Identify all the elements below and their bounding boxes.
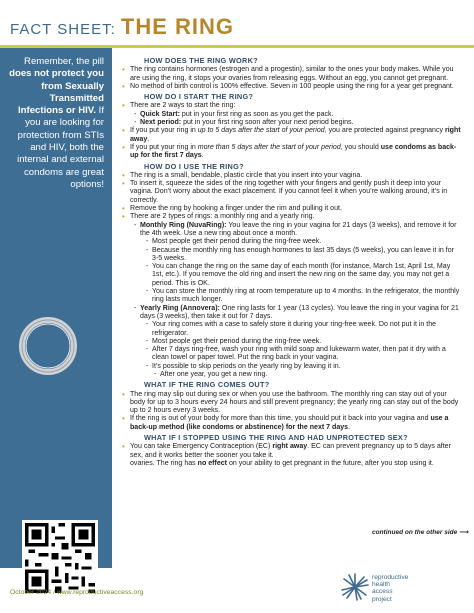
list-item: - You can store the monthly ring at room temperature up to 4 months. In the refrigerator, the monthly ring lasts much longer. bbox=[122, 288, 462, 305]
list-item: • No method of birth control is 100% effective. Seven in 100 people using the ring for a year get pregnant. bbox=[122, 83, 462, 91]
list-item: - After 7 days ring-free, wash your ring with mild soap and lukewarm water, then pat it dry with a clean towel or paper towel. Put the ring back in your vagina. bbox=[122, 346, 462, 363]
section-heading: HOW DOES THE RING WORK? bbox=[144, 56, 258, 65]
starburst-logo-icon bbox=[340, 572, 370, 602]
list-item: • The ring contains hormones (estrogen and a progestin), similar to the ones your body makes. While you are using the ring, it stops your ovaries from releasing eggs. Without an egg, you cannot get pregnant. bbox=[122, 66, 462, 83]
list-item: ovaries. The ring has no effect on your ability to get pregnant in the future, after you stop using it. bbox=[130, 459, 434, 467]
list-item: • The ring is a small, bendable, plastic circle that you insert into your vagina. bbox=[122, 172, 462, 180]
list-item: • There are 2 types of rings: a monthly ring and a yearly ring. bbox=[122, 213, 462, 221]
list-item: - Because the monthly ring has enough hormones to last 35 days (5 weeks), you can leave it in for 3-5 weeks. bbox=[122, 247, 462, 264]
list-item: • You can take Emergency Contraception (EC) right away. EC can prevent pregnancy up to 5 days after sex, and it works better the sooner you take it. bbox=[122, 443, 462, 460]
list-item: - After one year, you get a new ring. bbox=[122, 371, 462, 379]
section-heading: HOW DO I USE THE RING? bbox=[144, 161, 244, 171]
list-item: - Yearly Ring (Annovera): One ring lasts for 1 year (13 cycles). You leave the ring in your vagina for 21 days (3 weeks), then take it out for 7 days. bbox=[122, 305, 462, 322]
list-item: • Remove the ring by hooking a finger under the rim and pulling it out. bbox=[122, 205, 462, 213]
list-item: - Most people get their period during the ring-free week. bbox=[122, 238, 462, 246]
header bbox=[0, 0, 474, 48]
page-title bbox=[10, 14, 234, 40]
list-item: - Quick Start: put in your first ring as soon as you get the pack. bbox=[122, 111, 462, 119]
list-item: - Most people get their period during the ring-free week. bbox=[122, 338, 462, 346]
rhap-logo bbox=[340, 572, 470, 608]
section-heading: HOW DO I START THE RING? bbox=[144, 92, 254, 102]
title-main: THE RING bbox=[120, 14, 235, 39]
logo-text: reproductive health access project bbox=[372, 574, 409, 603]
list-item: - Your ring comes with a case to safely store it during your ring-free week. Do not put it in the refrigerator. bbox=[122, 321, 462, 338]
list-item: - Next period: put in your first ring soon after your next period begins. bbox=[122, 119, 462, 127]
section-heading: WHAT IF THE RING COMES OUT? bbox=[144, 380, 270, 390]
ring-image bbox=[16, 314, 80, 378]
continued-note: continued on the other side ⟶ bbox=[372, 529, 469, 536]
list-item: • There are 2 ways to start the ring: bbox=[122, 102, 462, 110]
list-item: • To insert it, squeeze the sides of the ring together with your fingers and gently push it deep into your vagina. Don’t worry about the exact placement. If you cannot feel it when you’re walking around, it’s in correctly. bbox=[122, 180, 462, 205]
qr-code-icon[interactable] bbox=[22, 520, 98, 596]
arrow-right-icon: ⟶ bbox=[459, 529, 469, 536]
section-heading: WHAT IF I STOPPED USING THE RING AND HAD UNPROTECTED SEX? bbox=[144, 433, 408, 443]
list-item: • The ring may slip out during sex or when you use the bathroom. The monthly ring can stay out of your body for up to 3 hours every 24 hours and still prevent pregnancy; the yearly ring can stay out of the body up to 2 hours every 3 weeks. bbox=[122, 391, 462, 416]
list-item: - You can change the ring on the same day of each month (for instance, March 1st, April 1st, May 1st, etc.). If you remove the old ring and insert the new ring on the same day, you may not get a period. This is OK. bbox=[122, 263, 462, 288]
list-item: - Monthly Ring (NuvaRing): You leave the ring in your vagina for 21 days (3 weeks), and remove it for the 4th week. Use a new ring about once a month. bbox=[122, 222, 462, 239]
footer-text: October 2024 / www.reproductiveaccess.org bbox=[10, 589, 144, 596]
title-prefix: FACT SHEET: bbox=[10, 21, 121, 38]
sidebar bbox=[0, 48, 112, 568]
list-item: • If the ring is out of your body for more than this time, you should put it back into your vagina and use a back-up method (like condoms or abstinence) for the next 7 days. bbox=[122, 415, 462, 432]
main-content bbox=[122, 55, 462, 468]
sidebar-note: Remember, the pill does not protect you from Sexually Transmitted Infections or HIV. If you are looking for protection from STIs and HIV, both the internal and external condoms are great options! bbox=[9, 56, 104, 190]
list-item: • If you put your ring in up to 5 days after the start of your period, you are protected against pregnancy right away. bbox=[122, 127, 462, 144]
list-item: - It’s possible to skip periods on the yearly ring by leaving it in. bbox=[122, 363, 462, 371]
list-item: • If you put your ring in more than 5 days after the start of your period, you should use condoms as back-up for the first 7 days. bbox=[122, 144, 462, 161]
